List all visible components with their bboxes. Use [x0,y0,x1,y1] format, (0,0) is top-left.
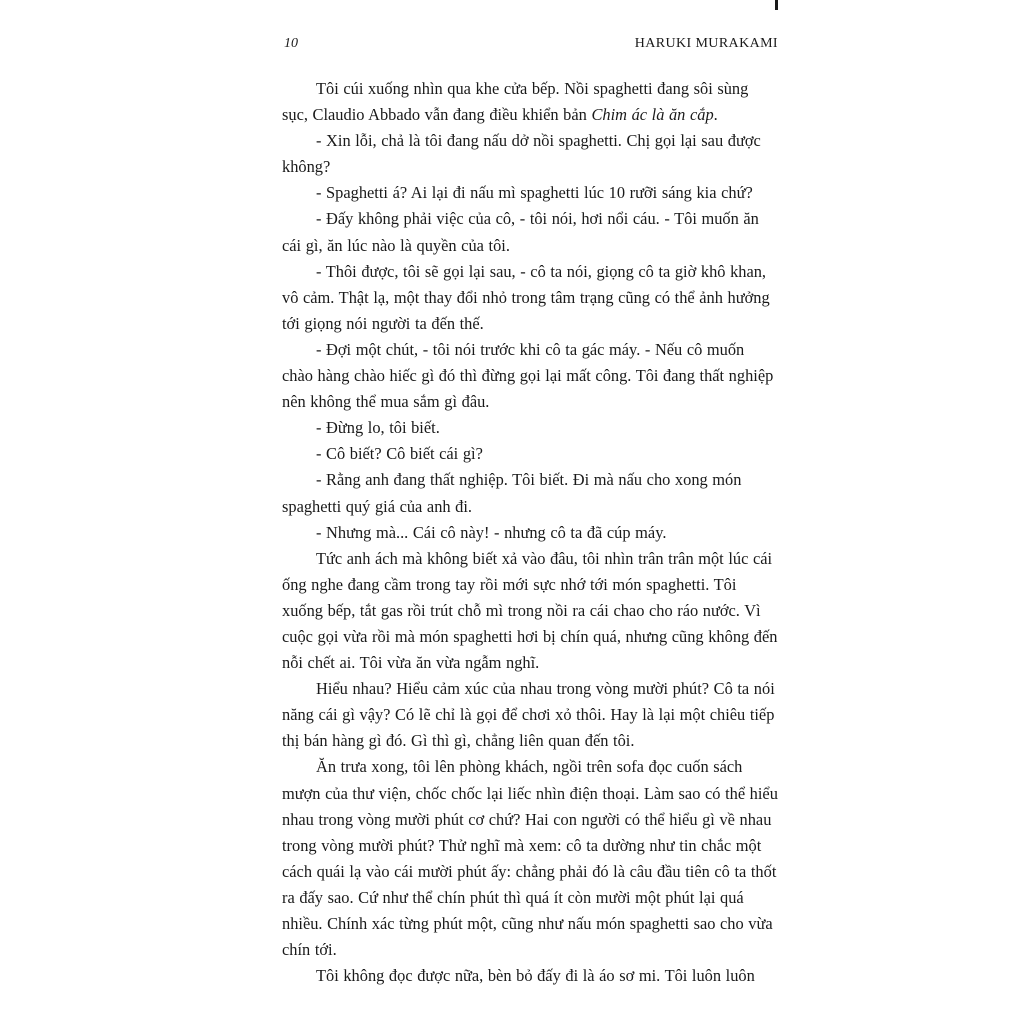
paragraph [282,128,778,180]
paragraph-text: . [713,105,718,125]
page-edge-mark [775,0,778,10]
paragraph-text: - Xin lỗi, chả là tôi đang nấu dở nồi spaghetti. Chị gọi lại sau được không? [282,131,761,177]
paragraph [282,963,778,989]
paragraph-text: Ăn trưa xong, tôi lên phòng khách, ngồi trên sofa đọc cuốn sách mượn của thư viện, chốc chốc lại liếc nhìn điện thoại. Làm sao có thể hiểu nhau trong vòng mười phút cơ chứ? Hai con người có thể hiểu gì về nhau trong vòng mười phút? Thử nghĩ mà xem: cô ta dường như tin chắc một cách quái lạ vào cái mười phút ấy: chẳng phải đó là câu đầu tiên cô ta thốt ra đấy sao. Cứ như thể chín phút thì quá ít còn mười một phút lại quá nhiều. Chính xác từng phút một, cũng như nấu món spaghetti sao cho vừa chín tới. [282,757,778,960]
paragraph [282,546,778,676]
paragraph-text: Tôi không đọc được nữa, bèn bỏ đấy đi là áo sơ mi. Tôi luôn luôn [316,966,755,986]
paragraph [282,180,778,206]
page-header [282,32,778,66]
paragraph [282,337,778,415]
paragraph [282,676,778,754]
body-text [282,76,778,989]
paragraph-text: - Đợi một chút, - tôi nói trước khi cô ta gác máy. - Nếu cô muốn chào hàng chào hiếc gì đó thì đừng gọi lại mất công. Tôi đang thất nghiệp nên không thể mua sắm gì đâu. [282,339,774,412]
paragraph [282,415,778,441]
paragraph-text: - Nhưng mà... Cái cô này! - nhưng cô ta đã cúp máy. [316,522,667,542]
paragraph [282,520,778,546]
page-number: 10 [284,36,298,51]
paragraph [282,467,778,519]
paragraph [282,441,778,467]
paragraph-text: Tôi cúi xuống nhìn qua khe cửa bếp. Nồi spaghetti đang sôi sùng sục, Claudio Abbado vẫn đang điều khiển bản [282,79,749,125]
italic-title-text: Chim ác là ăn cắp [591,105,714,125]
paragraph [282,259,778,337]
book-page [282,32,778,1024]
paragraph-text: - Đấy không phải việc của cô, - tôi nói, hơi nổi cáu. - Tôi muốn ăn cái gì, ăn lúc nào là quyền của tôi. [282,209,759,255]
running-head: HARUKI MURAKAMI [634,36,778,51]
paragraph-text: - Rằng anh đang thất nghiệp. Tôi biết. Đi mà nấu cho xong món spaghetti quý giá của anh đi. [282,470,742,516]
paragraph-text: Tức anh ách mà không biết xả vào đâu, tôi nhìn trân trân một lúc cái ống nghe đang cầm trong tay rồi mới sực nhớ tới món spaghetti. Tôi xuống bếp, tắt gas rồi trút chỗ mì trong nồi ra cái chao cho ráo nước. Vì cuộc gọi vừa rồi mà món spaghetti hơi bị chín quá, nhưng cũng không đến nỗi chết ai. Tôi vừa ăn vừa ngẫm nghĩ. [282,548,778,673]
paragraph [282,754,778,963]
paragraph-text: - Cô biết? Cô biết cái gì? [316,444,483,464]
paragraph-text: - Đừng lo, tôi biết. [316,418,440,438]
paragraph-text: - Thôi được, tôi sẽ gọi lại sau, - cô ta nói, giọng cô ta giờ khô khan, vô cảm. Thật lạ, một thay đổi nhỏ trong tâm trạng cũng có thể ảnh hưởng tới giọng nói người ta đến thế. [282,261,770,333]
paragraph-text: - Spaghetti á? Ai lại đi nấu mì spaghetti lúc 10 rưỡi sáng kia chứ? [316,183,753,203]
paragraph-text: Hiểu nhau? Hiểu cảm xúc của nhau trong vòng mười phút? Cô ta nói năng cái gì vậy? Có lẽ chỉ là gọi để chơi xỏ thôi. Hay là lại một chiêu tiếp thị bán hàng gì đó. Gì thì gì, chẳng liên quan đến tôi. [282,679,775,751]
paragraph [282,76,778,128]
paragraph [282,206,778,258]
